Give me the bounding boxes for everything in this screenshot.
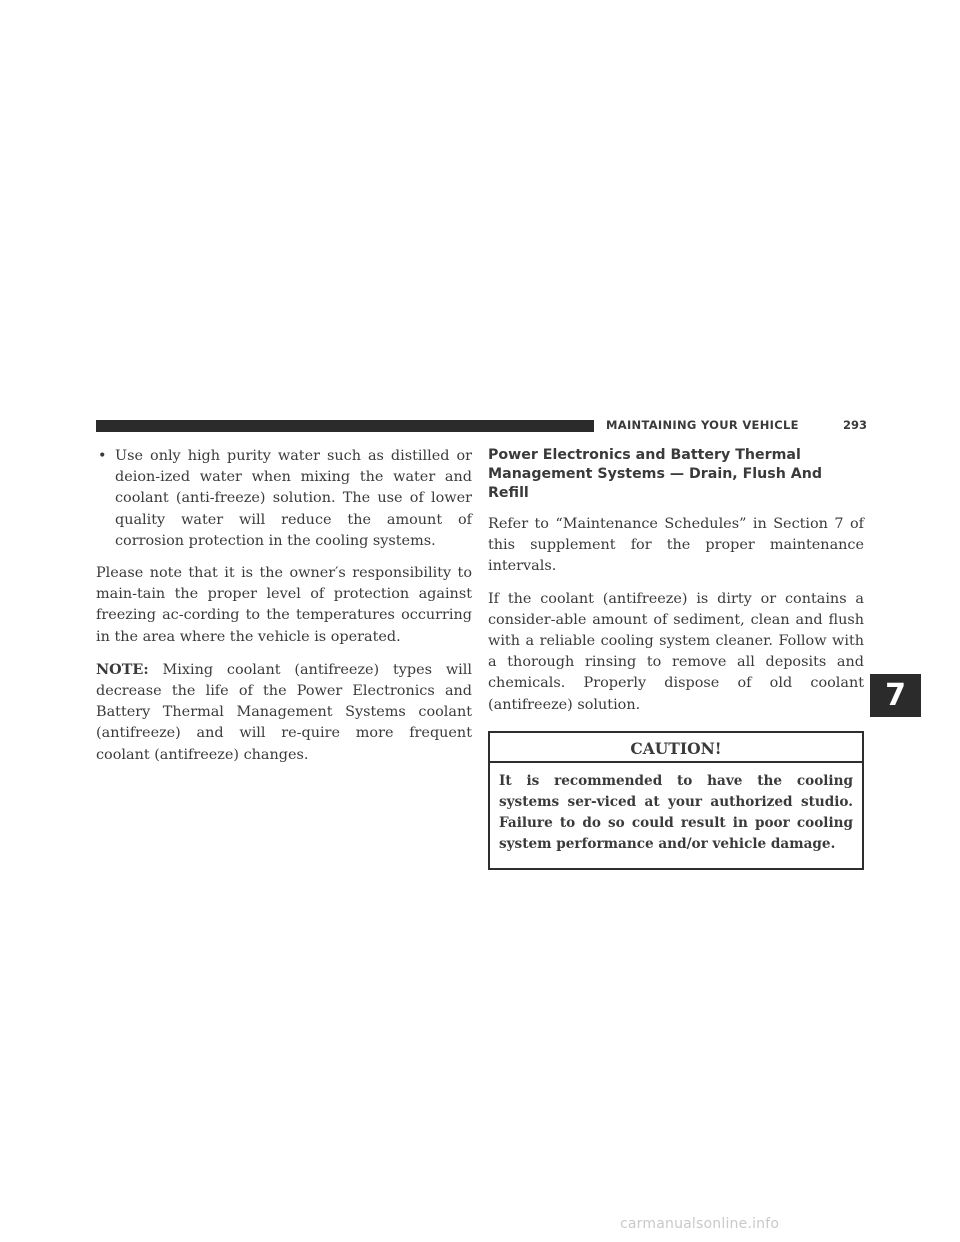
running-header-title: MAINTAINING YOUR VEHICLE xyxy=(606,418,799,432)
note-paragraph xyxy=(96,659,472,766)
section-heading: Power Electronics and Battery Thermal Management Systems — Drain, Flush And Refill xyxy=(488,447,822,501)
caution-text: It is recommended to have the cooling systems ser-viced at your authorized studio. Failure to do so could result in poor cooling system performance and/or vehicle damage. xyxy=(499,772,853,853)
header-rule xyxy=(96,420,594,432)
note-text: Mixing coolant (antifreeze) types will decrease the life of the Power Electronics and Battery Thermal Management Systems coolant (antifreeze) and will re-quire more frequent coolant (antifreeze) changes. xyxy=(96,661,472,763)
caution-title: CAUTION! xyxy=(490,733,862,763)
flush-instructions-paragraph: If the coolant (antifreeze) is dirty or contains a consider-able amount of sediment, clean and flush with a reliable cooling system cleaner. Follow with a thorough rinsing to remove all deposits and chemicals. Properly dispose of old coolant (antifreeze) solution. xyxy=(488,590,864,713)
left-column xyxy=(96,446,472,766)
right-column xyxy=(488,446,864,870)
chapter-tab: 7 xyxy=(870,674,921,717)
owner-responsibility-paragraph: Please note that it is the owner′s responsibility to main-tain the proper level of protection against freezing ac-cording to the temperatures occurring in the area where the vehicle is operated. xyxy=(96,565,472,645)
page-number: 293 xyxy=(843,418,868,432)
bullet-text: Use only high purity water such as distilled or deion-ized water when mixing the water and coolant (anti-freeze) solution. The use of lower quality water will reduce the amount of corrosion protection in the cooling systems. xyxy=(115,448,472,549)
maintenance-schedules-paragraph: Refer to “Maintenance Schedules” in Section 7 of this supplement for the proper maintenance intervals. xyxy=(488,516,864,575)
caution-box xyxy=(488,731,864,870)
watermark: carmanualsonline.info xyxy=(620,1216,780,1232)
bullet-icon: • xyxy=(98,448,107,464)
bullet-item xyxy=(96,446,472,552)
note-label: NOTE: xyxy=(96,660,149,678)
